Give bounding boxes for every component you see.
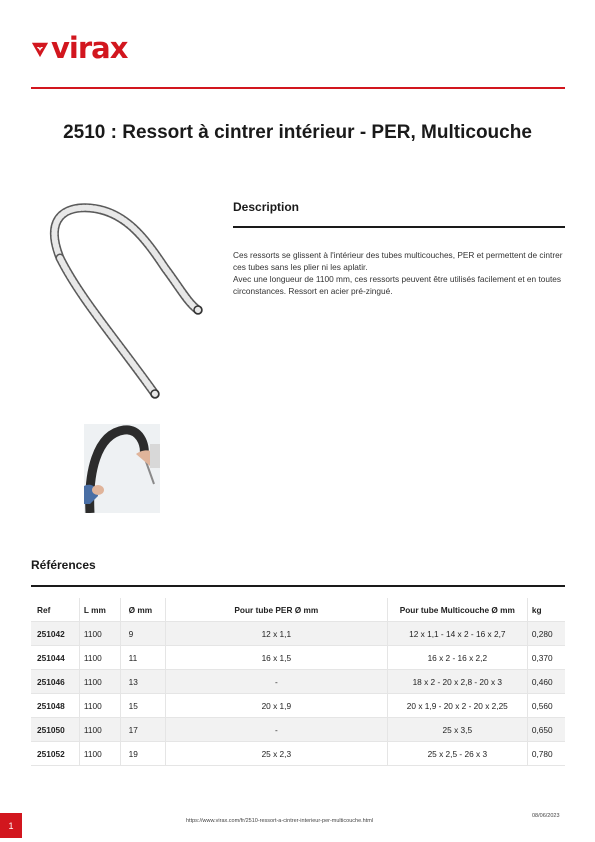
cell-length: 1100 <box>79 646 120 670</box>
cell-multicouche: 25 x 2,5 - 26 x 3 <box>387 742 527 766</box>
page-number: 1 <box>0 813 22 838</box>
cell-weight: 0,280 <box>527 622 565 646</box>
cell-weight: 0,650 <box>527 718 565 742</box>
cell-ref: 251052 <box>31 742 79 766</box>
description-paragraph: Ces ressorts se glissent à l'intérieur des tubes multicouches, PER et permettent de cintrer ces tubes sans les plier ni les aplatir. <box>233 250 563 272</box>
column-header-ref: Ref <box>31 598 79 622</box>
table-row <box>31 742 565 766</box>
cell-ref: 251050 <box>31 718 79 742</box>
cell-per: 12 x 1,1 <box>165 622 387 646</box>
cell-weight: 0,370 <box>527 646 565 670</box>
page-title: 2510 : Ressort à cintrer intérieur - PER, Multicouche <box>63 122 532 143</box>
footer-date: 08/06/2023 <box>532 813 560 819</box>
cell-per: - <box>165 670 387 694</box>
cell-length: 1100 <box>79 694 120 718</box>
table-header-row <box>31 598 565 622</box>
column-header-length: L mm <box>79 598 120 622</box>
cell-ref: 251044 <box>31 646 79 670</box>
description-divider <box>233 226 565 228</box>
column-header-per: Pour tube PER Ø mm <box>165 598 387 622</box>
cell-ref: 251046 <box>31 670 79 694</box>
brand-name: virax <box>51 31 128 65</box>
cell-length: 1100 <box>79 670 120 694</box>
cell-length: 1100 <box>79 622 120 646</box>
cell-ref: 251042 <box>31 622 79 646</box>
footer-url-link[interactable]: https://www.virax.com/fr/2510-ressort-a-cintrer-interieur-per-multicouche.html <box>186 818 374 824</box>
cell-length: 1100 <box>79 718 120 742</box>
cell-weight: 0,460 <box>527 670 565 694</box>
table-row <box>31 646 565 670</box>
cell-diameter: 17 <box>120 718 165 742</box>
header-divider <box>31 87 565 89</box>
bending-spring-image <box>30 198 210 404</box>
table-row <box>31 670 565 694</box>
cell-length: 1100 <box>79 742 120 766</box>
cell-ref: 251048 <box>31 694 79 718</box>
cell-multicouche: 16 x 2 - 16 x 2,2 <box>387 646 527 670</box>
cell-multicouche: 12 x 1,1 - 14 x 2 - 16 x 2,7 <box>387 622 527 646</box>
cell-per: 25 x 2,3 <box>165 742 387 766</box>
table-row <box>31 694 565 718</box>
cell-diameter: 19 <box>120 742 165 766</box>
table-row <box>31 718 565 742</box>
cell-multicouche: 25 x 3,5 <box>387 718 527 742</box>
cell-per: 20 x 1,9 <box>165 694 387 718</box>
references-heading: Références <box>31 558 96 572</box>
cell-per: - <box>165 718 387 742</box>
cell-diameter: 13 <box>120 670 165 694</box>
cell-multicouche: 20 x 1,9 - 20 x 2 - 20 x 2,25 <box>387 694 527 718</box>
virax-logo-icon <box>31 40 49 58</box>
description-paragraph: Avec une longueur de 1100 mm, ces ressorts peuvent être utilisés facilement et en toutes circonstances. Ressort en acier pré-zingué. <box>233 274 562 296</box>
column-header-diameter: Ø mm <box>120 598 165 622</box>
cell-multicouche: 18 x 2 - 20 x 2,8 - 20 x 3 <box>387 670 527 694</box>
cell-per: 16 x 1,5 <box>165 646 387 670</box>
spring-in-use-photo <box>84 424 160 513</box>
description-heading: Description <box>233 200 300 214</box>
cell-diameter: 9 <box>120 622 165 646</box>
column-header-multicouche: Pour tube Multicouche Ø mm <box>387 598 527 622</box>
table-row <box>31 622 565 646</box>
cell-diameter: 15 <box>120 694 165 718</box>
references-divider <box>31 585 565 587</box>
cell-weight: 0,780 <box>527 742 565 766</box>
cell-weight: 0,560 <box>527 694 565 718</box>
references-table <box>31 598 565 766</box>
description-text <box>233 249 568 297</box>
column-header-weight: kg <box>527 598 565 622</box>
cell-diameter: 11 <box>120 646 165 670</box>
virax-logo[interactable] <box>31 31 128 65</box>
